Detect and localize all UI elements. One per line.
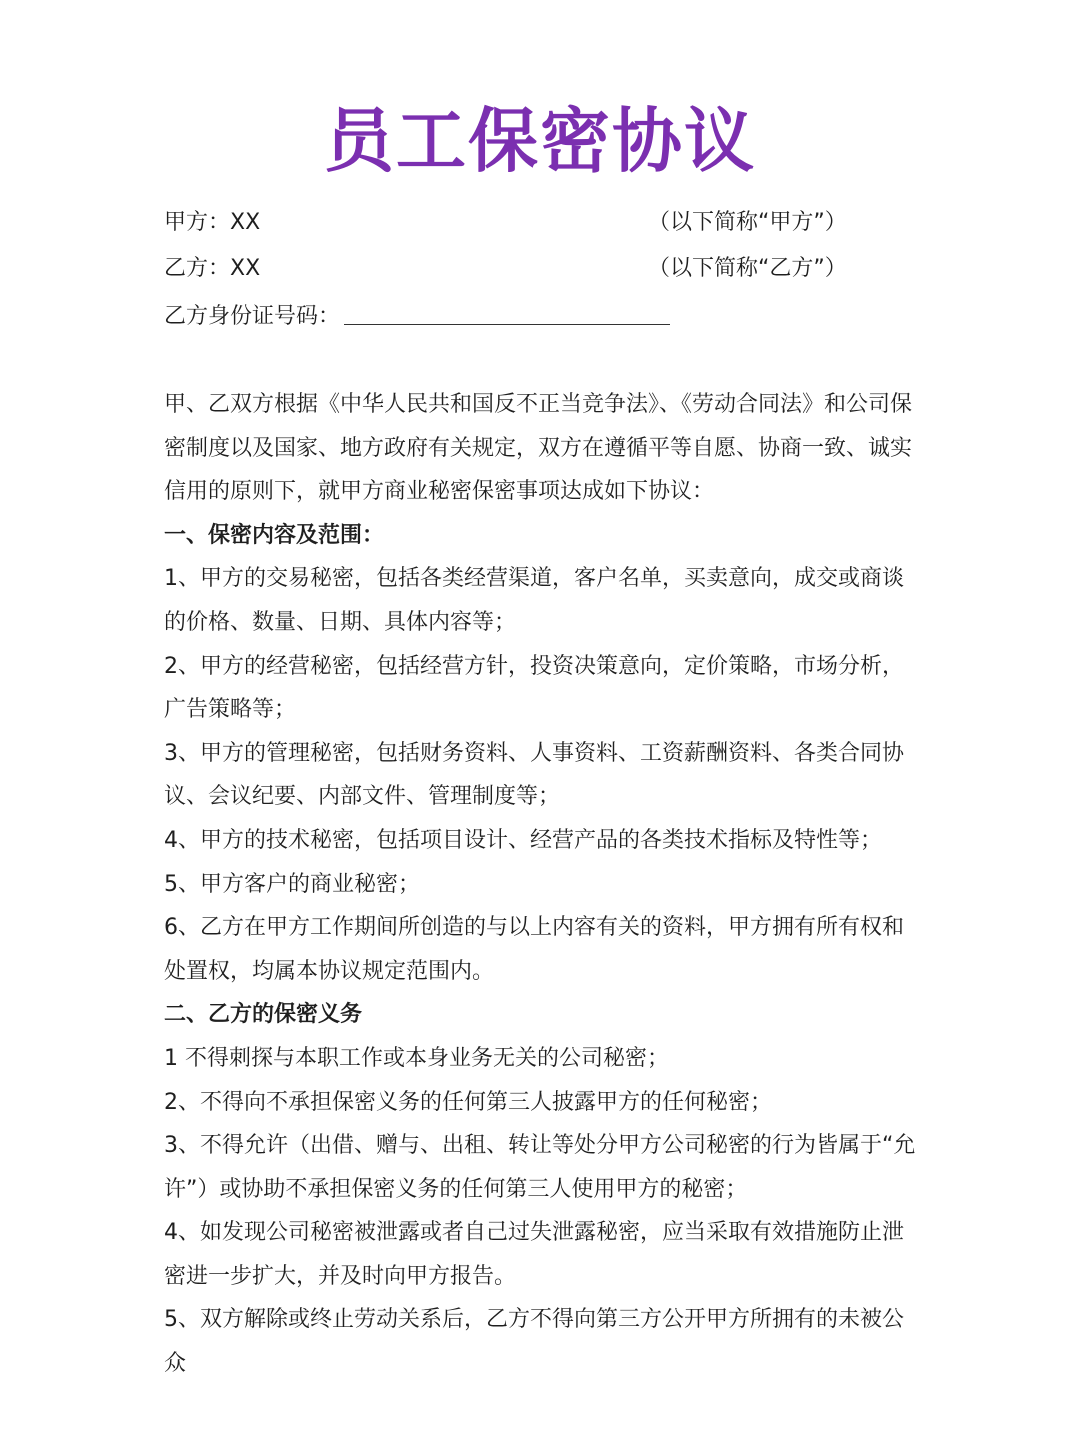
party-b-alias: （以下简称“乙方”）	[648, 256, 847, 281]
id-number-label: 乙方身份证号码：	[164, 304, 341, 329]
document-title: 员工保密协议	[324, 100, 756, 182]
section-1-item: 2、甲方的经营秘密，包括经营方针，投资决策意向，定价策略，市场分析，广告策略等；	[164, 653, 904, 723]
section-1-item: 1、甲方的交易秘密，包括各类经营渠道，客户名单，买卖意向，成交或商谈的价格、数量、日期、具体内容等；	[164, 566, 904, 635]
agreement-body	[164, 383, 920, 1386]
section-1-heading: 一、保密内容及范围：	[164, 522, 385, 548]
party-b-row	[164, 247, 924, 291]
id-number-row	[164, 294, 924, 338]
section-2-item: 4、如发现公司秘密被泄露或者自己过失泄露秘密，应当采取有效措施防止泄密进一步扩大，并及时向甲方报告。	[164, 1220, 904, 1289]
section-2-item: 1 不得刺探与本职工作或本身业务无关的公司秘密；	[164, 1045, 669, 1071]
section-2-item: 3、不得允许（出借、赠与、出租、转让等处分甲方公司秘密的行为皆属于“允许”）或协助不承担保密义务的任何第三人使用甲方的秘密；	[164, 1133, 916, 1202]
section-2-item: 5、双方解除或终止劳动关系后，乙方不得向第三方公开甲方所拥有的未被公众	[164, 1307, 904, 1377]
party-a-row	[164, 201, 924, 245]
section-1-item: 5、甲方客户的商业秘密；	[164, 871, 420, 897]
intro-paragraph: 甲、乙双方根据《中华人民共和国反不正当竞争法》、《劳动合同法》和公司保密制度以及国家、地方政府有关规定，双方在遵循平等自愿、协商一致、诚实信用的原则下，就甲方商业秘密保密事项达成如下协议：	[164, 392, 913, 505]
party-a-alias: （以下简称“甲方”）	[648, 210, 847, 235]
section-2-heading: 二、乙方的保密义务	[164, 1002, 363, 1028]
section-2-item: 2、不得向不承担保密义务的任何第三人披露甲方的任何秘密；	[164, 1089, 772, 1115]
section-1-item: 4、甲方的技术秘密，包括项目设计、经营产品的各类技术指标及特性等；	[164, 827, 882, 853]
section-1-item: 3、甲方的管理秘密，包括财务资料、人事资料、工资薪酬资料、各类合同协议、会议纪要、内部文件、管理制度等；	[164, 740, 904, 810]
party-a-label: 甲方：XX	[164, 210, 261, 235]
id-number-blank[interactable]	[344, 294, 670, 325]
section-1-item: 6、乙方在甲方工作期间所创造的与以上内容有关的资料，甲方拥有所有权和处置权，均属本协议规定范围内。	[164, 915, 904, 984]
party-b-label: 乙方：XX	[164, 256, 261, 281]
